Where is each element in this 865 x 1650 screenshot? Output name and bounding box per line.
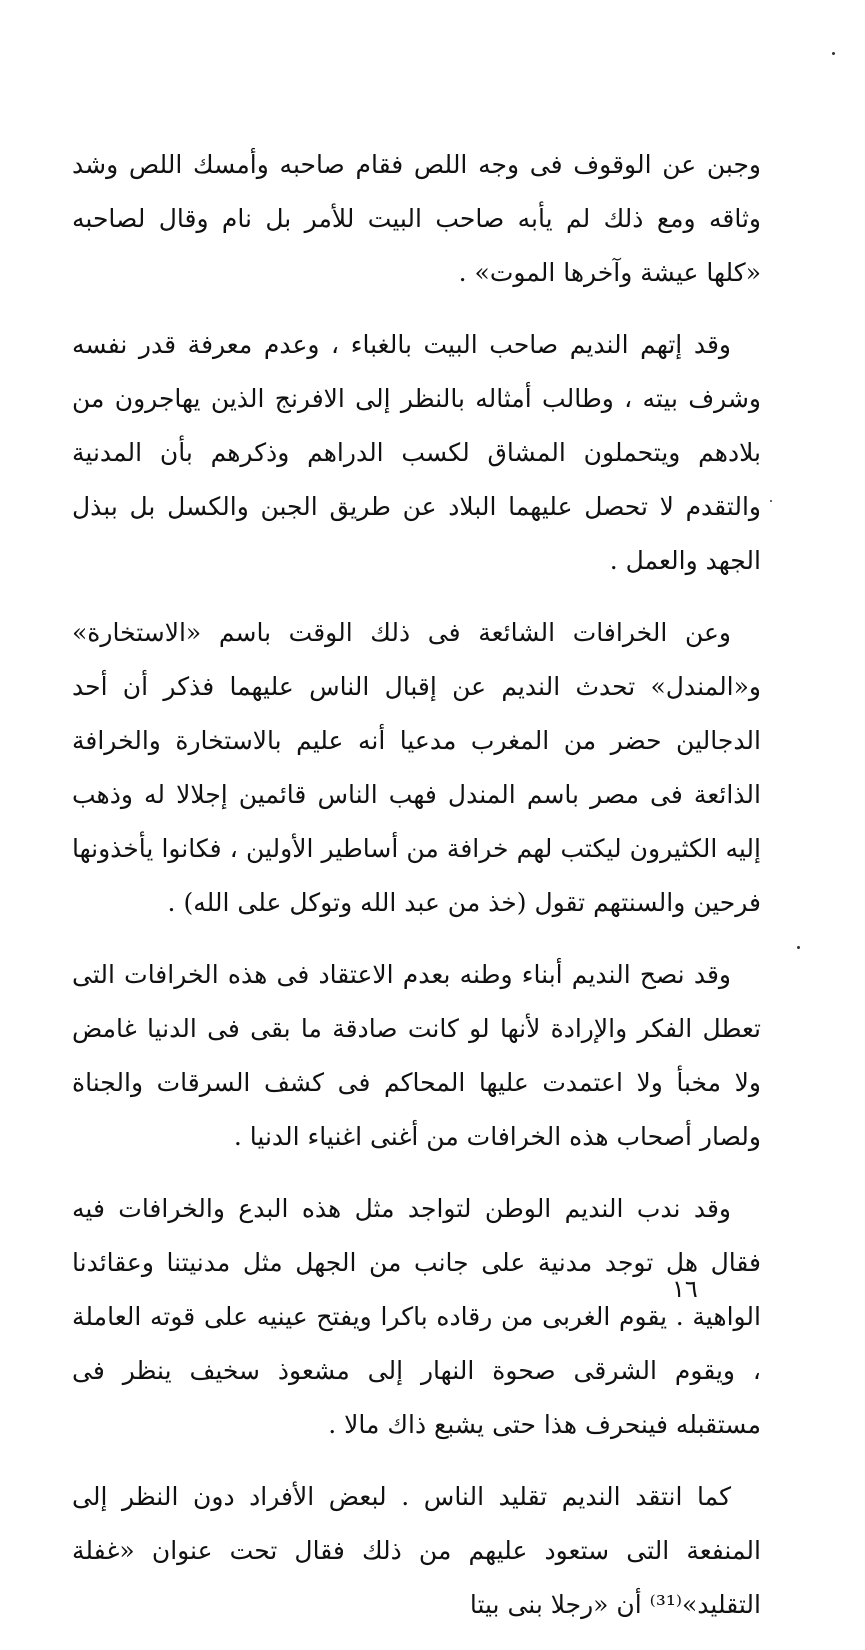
paragraph-2: وقد إتهم النديم صاحب البيت بالغباء ، وعدم معرفة قدر نفسه وشرف بيته ، وطالب أمثاله بالنظر إلى الافرنج الذين يهاجرون من بلادهم ويتحملون المشاق لكسب الدراهم وذكرهم بأن المدنية والتقدم لا تحصل عليهما البلاد عن طريق الجبن والكسل بل ببذل الجهد والعمل . <box>72 330 761 575</box>
paragraph-3: وعن الخرافات الشائعة فى ذلك الوقت باسم «الاستخارة» و«المندل» تحدث النديم عن إقبال الناس عليهما فذكر أن أحد الدجالين حضر من المغرب مدعيا أنه عليم بالاستخارة والخرافة الذائعة فى مصر باسم المندل فهب الناس قائمين إجلالا له وذهب إليه الكثيرون ليكتب لهم خرافة من أساطير الأولين ، فكانوا يأخذونها فرحين والسنتهم تقول (خذ من عبد الله وتوكل على الله) . <box>72 618 761 917</box>
body-text <box>72 138 761 1650</box>
paragraph-1: وجبن عن الوقوف فى وجه اللص فقام صاحبه وأمسك اللص وشد وثاقه ومع ذلك لم يأبه صاحب البيت للأمر بل نام وقال لصاحبه «كلها عيشة وآخرها الموت» . <box>72 150 761 287</box>
scan-speck <box>770 500 772 502</box>
scan-speck <box>797 946 800 949</box>
scan-speck <box>832 52 835 55</box>
paragraph-4: وقد نصح النديم أبناء وطنه بعدم الاعتقاد فى هذه الخرافات التى تعطل الفكر والإرادة لأنها لو كانت صادقة ما بقى فى الدنيا غامض ولا مخبأ ولا اعتمدت عليها المحاكم فى كشف السرقات والجناة ولصار أصحاب هذه الخرافات من أغنى اغنياء الدنيا . <box>72 960 761 1151</box>
paragraph-5: وقد ندب النديم الوطن لتواجد مثل هذه البدع والخرافات فيه فقال هل توجد مدنية على جانب من الجهل مثل مدنيتنا وعقائدنا الواهية . يقوم الغربى من رقاده باكرا ويفتح عينيه على قوته العاملة ، ويقوم الشرقى صحوة النهار إلى مشعوذ سخيف ينظر فى مستقبله فينحرف هذا حتى يشبع ذاك مالا . <box>72 1194 761 1439</box>
paragraph-6: كما انتقد النديم تقليد الناس . لبعض الأفراد دون النظر إلى المنفعة التى ستعود عليهم من ذلك فقال تحت عنوان «غفلة التقليد»⁽³¹⁾ أن «رجلا بنى بيتا <box>72 1482 761 1619</box>
page-number: ١٦ <box>672 1275 698 1303</box>
